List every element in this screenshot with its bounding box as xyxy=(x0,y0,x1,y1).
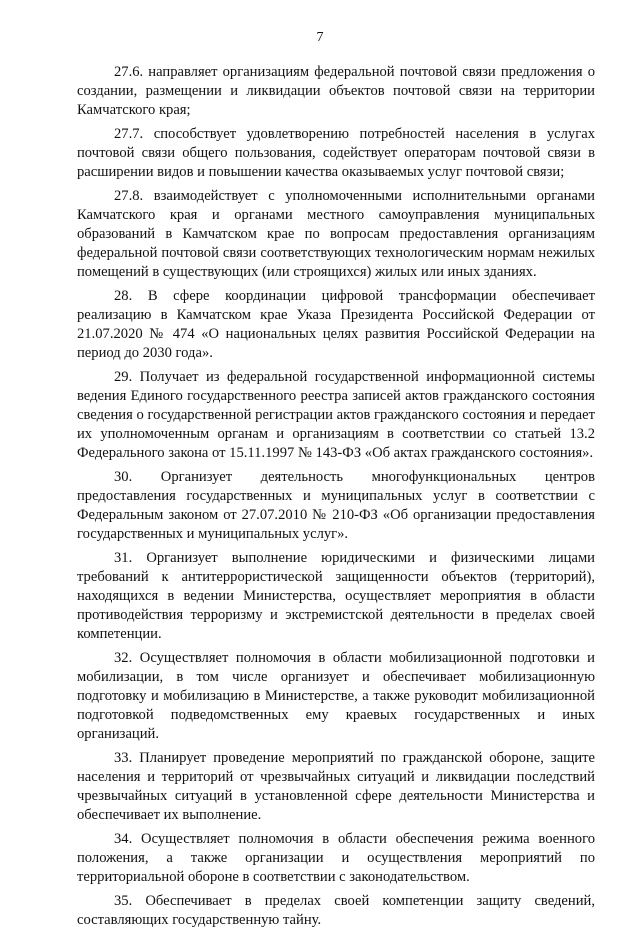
paragraph-27-6: 27.6. направляет организациям федеральной почтовой связи предложения о создании, размещении и ликвидации объектов почтовой связи на территории Камчатского края; xyxy=(77,64,595,118)
document-body xyxy=(77,63,595,935)
paragraph-27-7: 27.7. способствует удовлетворению потребностей населения в услугах почтовой связи общего пользования, содействует операторам почтовой связи в расширении видов и повышении качества оказываемых услуг почтовой связи; xyxy=(77,126,595,180)
paragraph-31: 31. Организует выполнение юридическими и физическими лицами требований к антитеррористической защищенности объектов (территорий), находящихся в ведении Министерства, осуществляет мероприятия в области противодействия терроризму и экстремистской деятельности в пределах своей компетенции. xyxy=(77,550,595,642)
paragraph-35: 35. Обеспечивает в пределах своей компетенции защиту сведений, составляющих государственную тайну. xyxy=(77,893,595,928)
paragraph-27-8: 27.8. взаимодействует с уполномоченными исполнительными органами Камчатского края и органами местного самоуправления муниципальных образований в Камчатском крае по вопросам предоставления организациям федеральной почтовой связи соответствующих технологическим нормам нежилых помещений в существующих (или строящихся) жилых или иных зданиях. xyxy=(77,188,595,280)
paragraph-28: 28. В сфере координации цифровой трансформации обеспечивает реализацию в Камчатском крае Указа Президента Российской Федерации от 21.07.2020 № 474 «О национальных целях развития Российской Федерации на период до 2030 года». xyxy=(77,288,595,361)
paragraph-32: 32. Осуществляет полномочия в области мобилизационной подготовки и мобилизации, в том числе организует и обеспечивает мобилизационную подготовку и мобилизацию в Министерстве, а также руководит мобилизационной подготовкой подведомственных ему краевых государственных и иных организаций. xyxy=(77,650,595,742)
paragraph-34: 34. Осуществляет полномочия в области обеспечения режима военного положения, а также организации и осуществления мероприятий по территориальной обороне в соответствии с законодательством. xyxy=(77,831,595,885)
paragraph-33: 33. Планирует проведение мероприятий по гражданской обороне, защите населения и территорий от чрезвычайных ситуаций и ликвидации последствий чрезвычайных ситуаций в установленной сфере деятельности Министерства и обеспечивает их выполнение. xyxy=(77,750,595,823)
paragraph-29: 29. Получает из федеральной государственной информационной системы ведения Единого государственного реестра записей актов гражданского состояния сведения о государственной регистрации актов гражданского состояния и передает их уполномоченным органам и организациям в соответствии со статьей 13.2 Федерального закона от 15.11.1997 № 143-ФЗ «Об актах гражданского состояния». xyxy=(77,369,595,461)
page-number: 7 xyxy=(316,30,324,45)
paragraph-30: 30. Организует деятельность многофункциональных центров предоставления государственных и муниципальных услуг в соответствии с Федеральным законом от 27.07.2010 № 210-ФЗ «Об организации предоставления государственных и муниципальных услуг». xyxy=(77,469,595,542)
